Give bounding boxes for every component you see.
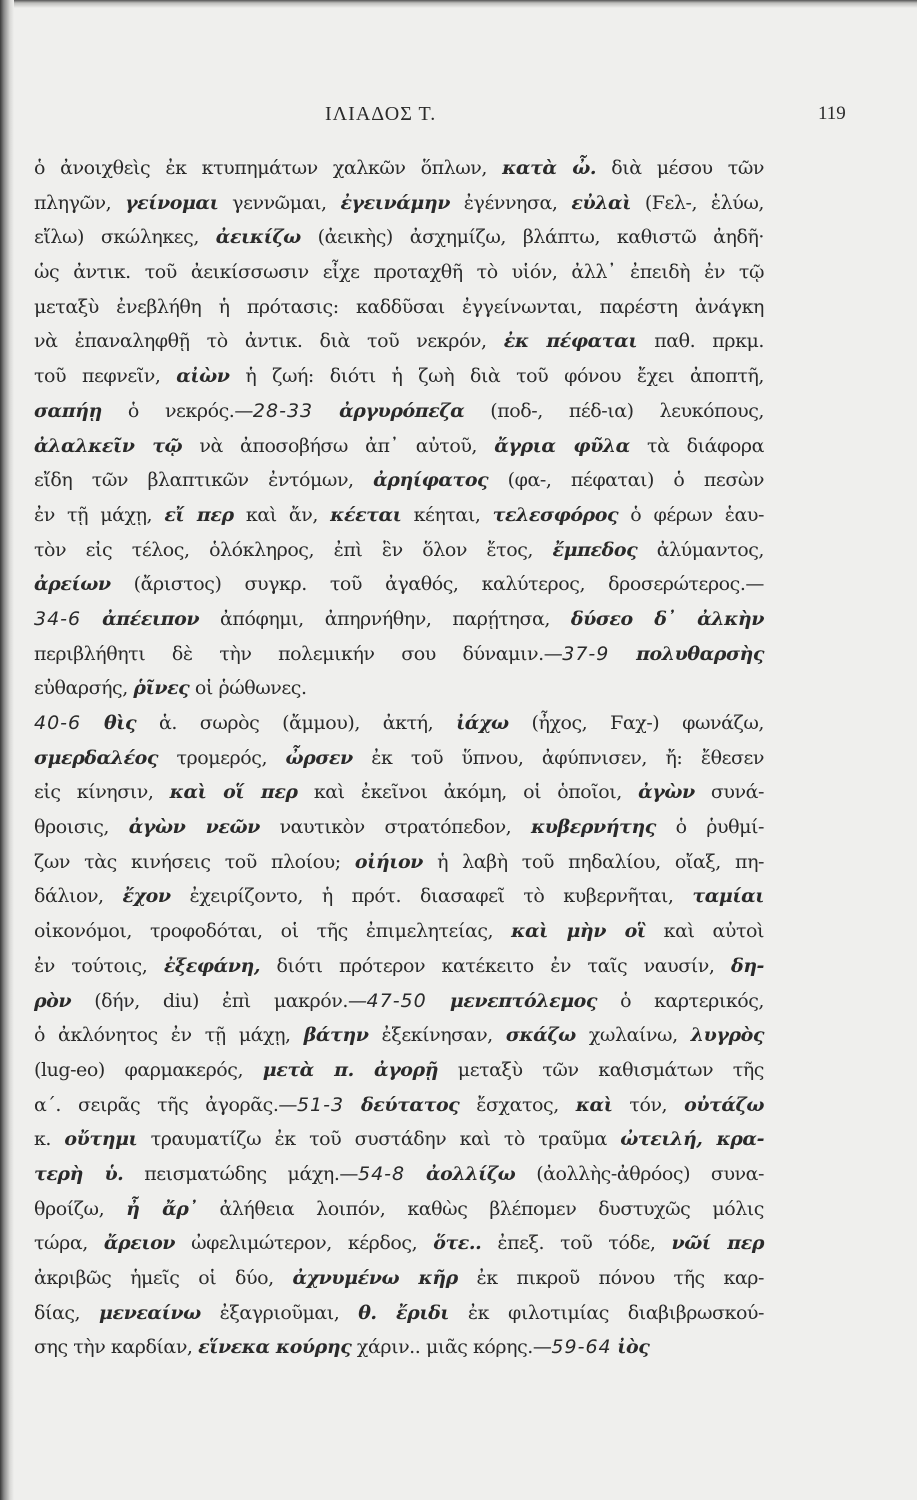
gloss-text: διότι πρότερον κατέκειτο ἐν ταῖς ναυσίν, <box>260 954 731 977</box>
lemma: ἀρηίφατος <box>373 469 489 492</box>
gloss-text <box>405 1163 426 1185</box>
lemma: κέεται <box>330 503 402 526</box>
running-head <box>0 103 917 133</box>
lemma: εἴ περ <box>164 503 234 526</box>
lemma: βάτην <box>303 1024 369 1047</box>
gloss-text: (ἀολλὴς-ἀθρόος) συνα- <box>515 1162 764 1185</box>
gloss-text <box>427 990 450 1012</box>
text-line <box>34 1018 764 1053</box>
gloss-text <box>609 643 636 665</box>
text-line <box>34 845 764 880</box>
gloss-text: εἴλω) σκώληκες, <box>34 226 216 249</box>
gloss-text: ἐχειρίζοντο, ἡ πρότ. διασαφεῖ τὸ κυβερνῆται, <box>170 885 693 908</box>
gloss-text: χωλαίνω, <box>575 1024 691 1047</box>
verse-range: 37-9 <box>562 642 610 665</box>
gloss-text: (Ϝελ-, ἑλύω, <box>630 191 764 214</box>
lemma: ἔχον <box>122 885 171 908</box>
lemma: ἀρείων <box>34 573 111 596</box>
lemma: ἄρειον <box>103 1232 176 1255</box>
gloss-text: νὰ ἀποσοβήσω ἀπ᾽ αὐτοῦ, <box>182 434 495 457</box>
text-line <box>34 602 764 637</box>
gloss-text: τώρα, <box>34 1232 104 1255</box>
lemma: οὔτημι <box>64 1128 138 1151</box>
lemma: εὐλαὶ <box>571 191 631 214</box>
text-line <box>34 255 764 290</box>
lemma: αἰὼν <box>176 365 230 388</box>
gloss-text: ἐξεκίνησαν, <box>368 1024 506 1047</box>
gloss-text: τρομερός, <box>158 746 286 769</box>
text-line <box>34 1088 764 1123</box>
text-line <box>34 186 764 221</box>
text-line <box>34 810 764 845</box>
gloss-text: (lug-eo) φαρμακερός, <box>34 1058 263 1081</box>
gloss-text: ὁ ἀκλόνητος ἐν τῇ μάχῃ, <box>34 1024 304 1047</box>
text-line <box>34 394 764 429</box>
text-line <box>34 1330 764 1365</box>
gloss-text: τραυματίζω ἐκ τοῦ συστάδην καὶ τὸ τραῦμα <box>137 1128 621 1151</box>
gloss-text: ναυτικὸν στρατόπεδον, <box>259 816 531 839</box>
gloss-text: οἱ ῥώθωνες. <box>189 677 307 700</box>
lemma: ἀγὼν <box>638 781 695 804</box>
lemma: ἰὸς <box>617 1336 650 1359</box>
lemma: καὶ μὴν οἳ <box>511 920 646 943</box>
gloss-text: ἀπόφημι, ἀπηρνήθην, παρῄτησα, <box>199 607 571 630</box>
lemma: ἀλαλκεῖν τῷ <box>34 434 183 457</box>
gloss-text: ἐκ πικροῦ πόνου τῆς καρ- <box>457 1267 764 1289</box>
lemma: ἐξεφάνη, <box>163 954 261 977</box>
lemma: ὦρσεν <box>285 746 353 769</box>
lemma: τερὴ ὑ. <box>34 1162 124 1185</box>
gloss-text: (ἦχος, Ϝαχ-) φωνάζω, <box>508 712 764 734</box>
gloss-text: καὶ αὐτοὶ <box>645 920 765 943</box>
text-line <box>34 498 764 533</box>
text-line <box>34 1192 764 1227</box>
commentary-text <box>34 151 764 1365</box>
gloss-text: ἐν τῇ μάχῃ, <box>34 503 165 526</box>
gloss-text: θροίζω, <box>34 1197 127 1220</box>
text-line <box>34 533 764 568</box>
lemma: ἔμπεδος <box>552 538 638 561</box>
gloss-text: ἔσχατος, <box>459 1093 576 1116</box>
lemma: θ. ἔριδι <box>358 1301 450 1324</box>
gloss-text: ἐν τούτοις, <box>34 954 164 977</box>
text-line <box>34 220 764 255</box>
gloss-text: ἐκ φιλοτιμίας διαβιβρωσκού- <box>449 1301 765 1324</box>
verse-range: 47-50 <box>366 989 427 1012</box>
lemma: ἀολλίζω <box>426 1162 516 1185</box>
lemma: μενεπτόλεμος <box>449 989 597 1012</box>
text-line <box>34 914 764 949</box>
gloss-text: ὡς ἀντικ. τοῦ ἀεικίσσωσιν εἶχε προταχθῆ τὸ υἱόν, ἀλλ᾽ ἐπειδὴ ἐν τῷ <box>34 261 764 284</box>
lemma: δη- <box>730 954 764 977</box>
text-line <box>34 1226 764 1261</box>
lemma: δεύτατος <box>361 1093 460 1116</box>
page-number: 119 <box>818 103 846 124</box>
lemma: ἰάχω <box>456 712 509 734</box>
verse-range: 51-3 <box>296 1093 345 1116</box>
lemma: σμερδαλέος <box>34 746 159 769</box>
gloss-text: θροισις, <box>34 816 129 839</box>
gloss-text: ὠφελιμώτερον, κέρδος, <box>175 1232 434 1255</box>
gloss-text: δάλιον, <box>34 885 123 908</box>
text-line <box>34 1261 764 1296</box>
gloss-text: (φα-, πέφαται) ὁ πεσὼν <box>488 469 764 492</box>
text-line <box>34 1296 764 1331</box>
lemma: ἄγρια φῦλα <box>494 434 630 457</box>
lemma: γείνομαι <box>125 191 219 214</box>
lemma: ἀγὼν νεῶν <box>128 816 260 839</box>
gloss-text: (δήν, diu) ἐπὶ μακρόν.— <box>71 989 367 1012</box>
gloss-text: οἰκονόμοι, τροφοδόται, οἱ τῆς ἐπιμελητείας, <box>34 920 512 943</box>
verse-range: 54-8 <box>357 1162 406 1185</box>
text-line <box>34 706 764 741</box>
gloss-text: ἐκ τοῦ ὕπνου, ἀφύπνισεν, ἤ: ἔθεσεν <box>352 746 764 769</box>
gloss-text: ὁ ἀνοιχθεὶς ἐκ κτυπημάτων χαλκῶν ὅπλων, <box>34 157 503 179</box>
text-line <box>34 637 764 672</box>
gloss-text: παθ. πρκμ. <box>637 330 764 353</box>
lemma: εἵνεκα κούρης <box>198 1336 352 1359</box>
text-line <box>34 151 764 186</box>
gloss-text: ἐπεξ. τοῦ τόδε, <box>481 1232 672 1255</box>
gloss-text: πληγῶν, <box>34 191 126 214</box>
page-title: ΙΛΙΑΔΟΣ Τ. <box>325 103 437 125</box>
lemma: σαπήῃ <box>34 399 102 422</box>
lemma: οἰήιον <box>354 850 423 873</box>
gloss-text: ἡ ζωή: διότι ἡ ζωὴ διὰ τοῦ φόνου ἔχει ἀποπτῆ, <box>229 365 764 388</box>
text-line <box>34 984 764 1019</box>
lemma: ἀργυρόπεζα <box>339 399 465 422</box>
gloss-text: ζων τὰς κινήσεις τοῦ πλοίου; <box>34 850 355 873</box>
lemma: ὅτε.. <box>433 1232 482 1255</box>
gloss-text: κέηται, <box>401 503 493 526</box>
verse-range: 59-64 <box>551 1336 612 1359</box>
lemma: κυβερνήτης <box>530 816 656 839</box>
lemma: ταμίαι <box>692 885 764 908</box>
gloss-text: ὁ καρτερικός, <box>597 989 765 1012</box>
gloss-text: (ἀεικὴς) ἀσχημίζω, βλάπτω, καθιστῶ ἀηδῆ· <box>300 226 764 249</box>
page-edge-left <box>0 0 14 1500</box>
gloss-text: μεταξὺ τῶν καθισμάτων τῆς <box>438 1058 764 1081</box>
text-line <box>34 463 764 498</box>
page-edge-top <box>0 0 917 8</box>
gloss-text <box>81 712 104 734</box>
gloss-text: (ἄριστος) συγκρ. τοῦ ἀγαθός, καλύτερος, δροσερώτερος.— <box>110 573 764 596</box>
gloss-text: γεννῶμαι, <box>218 191 341 214</box>
gloss-text <box>81 608 102 630</box>
gloss-text: πεισματώδης μάχη.— <box>123 1162 358 1185</box>
text-line <box>34 324 764 359</box>
lemma: ἐγεινάμην <box>340 191 450 214</box>
gloss-text: ἀλύμαντος, <box>637 538 764 561</box>
gloss-text: εὐθαρσής, <box>34 677 134 700</box>
gloss-text: ὁ φέρων ἑαυ- <box>618 503 764 526</box>
gloss-text: ἀκριβῶς ἡμεῖς οἱ δύο, <box>34 1267 293 1289</box>
gloss-text: ὁ νεκρός.— <box>101 399 253 422</box>
verse-range: 28-33 <box>252 399 314 422</box>
lemma: ἦ ἄρ᾽ <box>126 1197 198 1220</box>
gloss-text: μεταξὺ ἐνεβλήθη ἡ πρότασις: καδδῦσαι ἐγγείνωνται, παρέστη ἀνάγκη <box>34 295 764 318</box>
text-line <box>34 1053 764 1088</box>
gloss-text: (ποδ-, πέδ-ια) λευκόπους, <box>464 399 764 422</box>
gloss-text: τόν, <box>612 1093 685 1116</box>
gloss-text: ἀλήθεια λοιπόν, καθὼς βλέπομεν δυστυχῶς μόλις <box>197 1197 764 1220</box>
gloss-text: τὰ διάφορα <box>629 434 764 457</box>
lemma: σκάζω <box>505 1024 576 1047</box>
lemma: μενεαίνω <box>99 1301 201 1324</box>
gloss-text: σης τὴν καρδίαν, <box>34 1336 199 1359</box>
gloss-text: δίας, <box>34 1301 100 1324</box>
lemma: καὶ <box>575 1093 613 1116</box>
text-line <box>34 775 764 810</box>
gloss-text: νὰ ἐπαναληφθῇ τὸ ἀντικ. διὰ τοῦ νεκρόν, <box>34 330 504 353</box>
text-line <box>34 359 764 394</box>
lemma: νῶί περ <box>671 1232 765 1255</box>
text-line <box>34 671 764 706</box>
lemma: ῥῖνες <box>133 677 190 700</box>
lemma: ὠτειλή, κρα- <box>620 1128 765 1151</box>
gloss-text: ὁ ῥυθμί- <box>655 816 764 839</box>
text-line <box>34 949 764 984</box>
text-line <box>34 879 764 914</box>
lemma: ἀχνυμένω κῆρ <box>292 1267 458 1289</box>
lemma: δύσεο δ᾽ ἀλκὴν <box>570 607 765 630</box>
gloss-text <box>344 1094 361 1116</box>
lemma: μετὰ π. ἀγορῇ <box>262 1058 439 1081</box>
gloss-text: κ. <box>34 1128 65 1151</box>
lemma: οὐτάζω <box>684 1093 764 1116</box>
text-line <box>34 429 764 464</box>
gloss-text: ἐξαγριοῦμαι, <box>200 1301 359 1324</box>
gloss-text: χάριν.. μιᾶς κόρης.— <box>351 1336 552 1359</box>
gloss-text: ἐγέννησα, <box>449 191 572 214</box>
gloss-text: τὸν εἰς τέλος, ὁλόκληρος, ἐπὶ ἓν ὅλον ἔτος, <box>34 538 553 561</box>
verse-range: 34-6 <box>34 607 82 630</box>
lemma: ἀεικίζω <box>215 226 301 249</box>
gloss-text: καὶ ἐκεῖνοι ἀκόμη, οἱ ὁποῖοι, <box>297 781 639 804</box>
gloss-text: συνά- <box>694 781 764 804</box>
lemma: ἀπέειπον <box>102 607 200 630</box>
lemma: λυγρὸς <box>690 1024 764 1047</box>
gloss-text: ἁ. σωρὸς (ἄμμου), ἀκτή, <box>136 712 457 734</box>
lemma: θὶς <box>104 712 137 734</box>
gloss-text: α΄. σειρᾶς τῆς ἀγορᾶς.— <box>34 1093 297 1116</box>
gloss-text: εἴδη τῶν βλαπτικῶν ἐντόμων, <box>34 469 374 492</box>
lemma: ἐκ πέφαται <box>503 330 638 353</box>
text-line <box>34 567 764 602</box>
gloss-text: καὶ ἄν, <box>233 503 331 526</box>
text-line <box>34 1122 764 1157</box>
gloss-text: διὰ μέσου τῶν <box>596 157 765 179</box>
lemma: πολυθαρσὴς <box>636 642 765 665</box>
gloss-text: εἰς κίνησιν, <box>34 781 170 804</box>
gloss-text <box>313 400 339 422</box>
lemma: καὶ οἵ περ <box>169 781 298 804</box>
lemma: τελεσφόρος <box>492 503 619 526</box>
lemma: κατὰ ὦ. <box>502 157 597 179</box>
verse-range: 40-6 <box>34 712 82 734</box>
text-line <box>34 741 764 776</box>
gloss-text: ἡ λαβὴ τοῦ πηδαλίου, οἴαξ, πη- <box>422 850 764 873</box>
text-line <box>34 1157 764 1192</box>
text-line <box>34 290 764 325</box>
gloss-text: τοῦ πεφνεῖν, <box>34 365 177 388</box>
lemma: ρὸν <box>34 989 72 1012</box>
gloss-text: περιβλήθητι δὲ τὴν πολεμικήν σου δύναμιν.— <box>34 642 563 665</box>
